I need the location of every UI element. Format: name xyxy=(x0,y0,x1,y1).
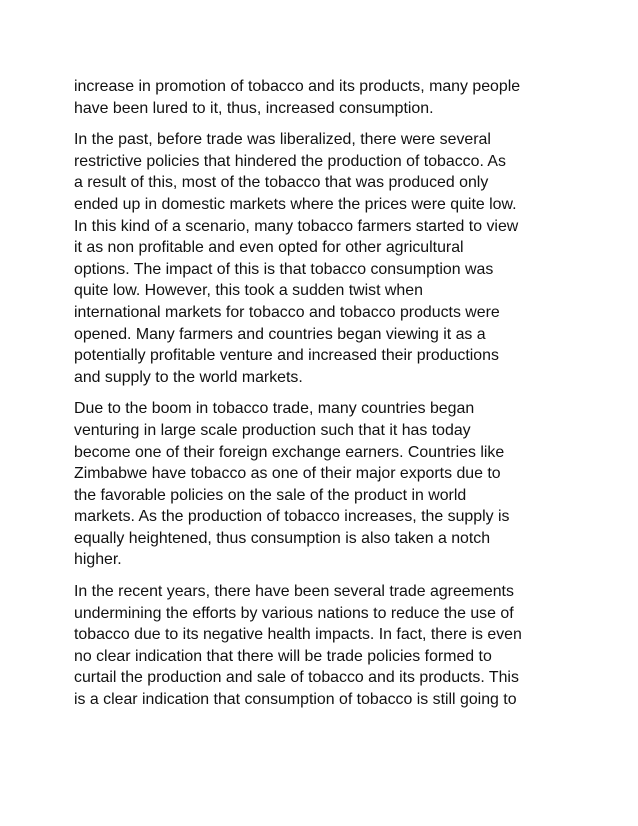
document-body xyxy=(74,76,570,721)
text-line: potentially profitable venture and increased their productions xyxy=(74,347,499,365)
text-line: markets. As the production of tobacco increases, the supply is xyxy=(74,508,510,526)
text-line: curtail the production and sale of tobacco and its products. This xyxy=(74,669,519,687)
text-line: international markets for tobacco and tobacco products were xyxy=(74,303,500,321)
paragraph-3 xyxy=(74,398,570,571)
text-line: options. The impact of this is that tobacco consumption was xyxy=(74,260,494,278)
paragraph-1 xyxy=(74,76,570,119)
text-line: Zimbabwe have tobacco as one of their major exports due to xyxy=(74,465,501,483)
text-line: In the recent years, there have been several trade agreements xyxy=(74,583,514,601)
text-line: have been lured to it, thus, increased consumption. xyxy=(74,99,434,117)
paragraph-4 xyxy=(74,581,570,711)
text-line: it as non profitable and even opted for other agricultural xyxy=(74,239,464,257)
text-line: increase in promotion of tobacco and its products, many people xyxy=(74,78,521,95)
text-line: ended up in domestic markets where the prices were quite low. xyxy=(74,195,517,213)
text-line: undermining the efforts by various nations to reduce the use of xyxy=(74,604,514,622)
text-line: In the past, before trade was liberalized, there were several xyxy=(74,131,491,149)
text-line: no clear indication that there will be trade policies formed to xyxy=(74,647,492,665)
text-line: higher. xyxy=(74,551,122,569)
paragraph-2 xyxy=(74,129,570,388)
text-line: tobacco due to its negative health impacts. In fact, there is even xyxy=(74,626,522,644)
text-line: Due to the boom in tobacco trade, many countries began xyxy=(74,400,475,418)
text-line: venturing in large scale production such that it has today xyxy=(74,421,471,439)
text-line: In this kind of a scenario, many tobacco farmers started to view xyxy=(74,217,519,235)
text-line: and supply to the world markets. xyxy=(74,368,303,386)
text-line: a result of this, most of the tobacco that was produced only xyxy=(74,174,489,192)
text-line: restrictive policies that hindered the production of tobacco. As xyxy=(74,152,506,170)
text-line: opened. Many farmers and countries began viewing it as a xyxy=(74,325,486,343)
text-line: become one of their foreign exchange earners. Countries like xyxy=(74,443,505,461)
text-line: the favorable policies on the sale of the product in world xyxy=(74,486,467,504)
text-line: quite low. However, this took a sudden twist when xyxy=(74,282,423,300)
text-line: equally heightened, thus consumption is also taken a notch xyxy=(74,529,491,547)
text-line: is a clear indication that consumption of tobacco is still going to xyxy=(74,691,517,709)
